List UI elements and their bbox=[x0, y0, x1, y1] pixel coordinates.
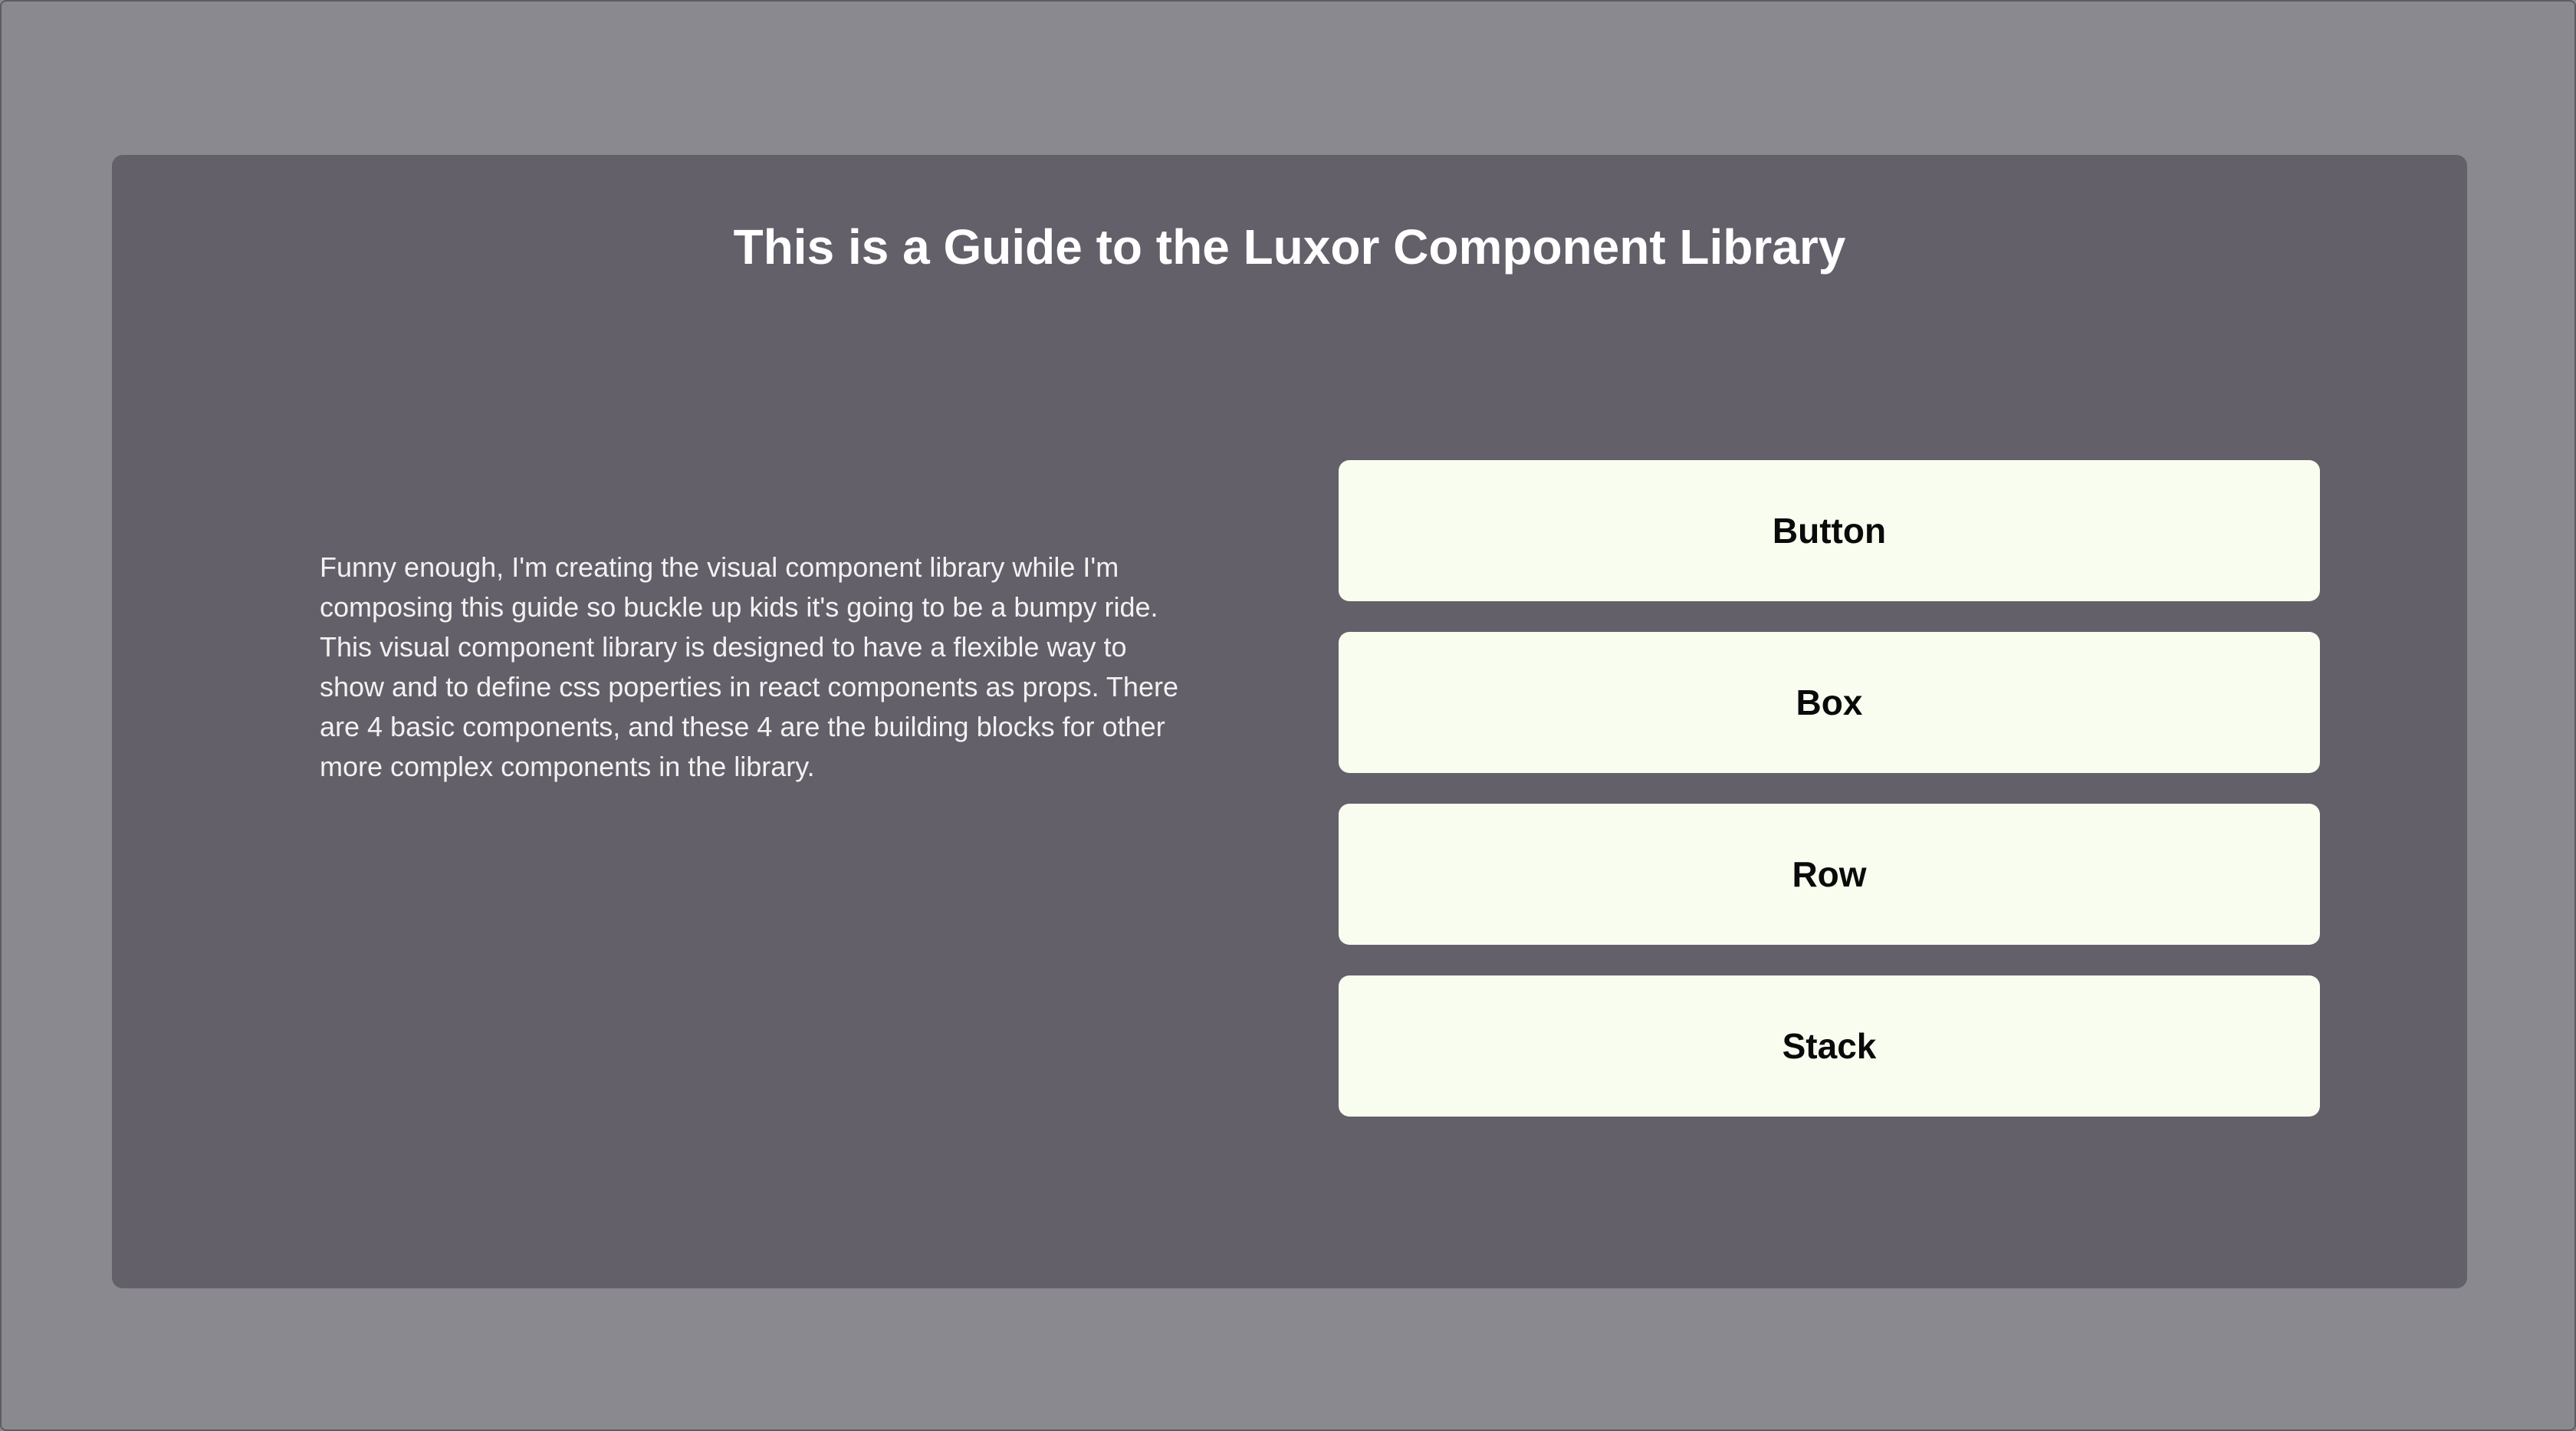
component-list bbox=[1339, 460, 2320, 1117]
intro-description: Funny enough, I'm creating the visual component library while I'm composing this guide so buckle up kids it's going to be a bumpy ride. This visual component library is designed to have a flexible way to show and to define css poperties in react components as props. There are 4 basic components, and these 4 are the building blocks for other more complex components in the library. bbox=[320, 551, 1178, 782]
stack-component-button[interactable]: Stack bbox=[1339, 975, 2320, 1117]
guide-card bbox=[112, 155, 2467, 1288]
box-component-button[interactable]: Box bbox=[1339, 632, 2320, 773]
page-title: This is a Guide to the Luxor Component Library bbox=[733, 219, 1846, 275]
row-component-button[interactable]: Row bbox=[1339, 804, 2320, 945]
button-component-button[interactable]: Button bbox=[1339, 460, 2320, 601]
